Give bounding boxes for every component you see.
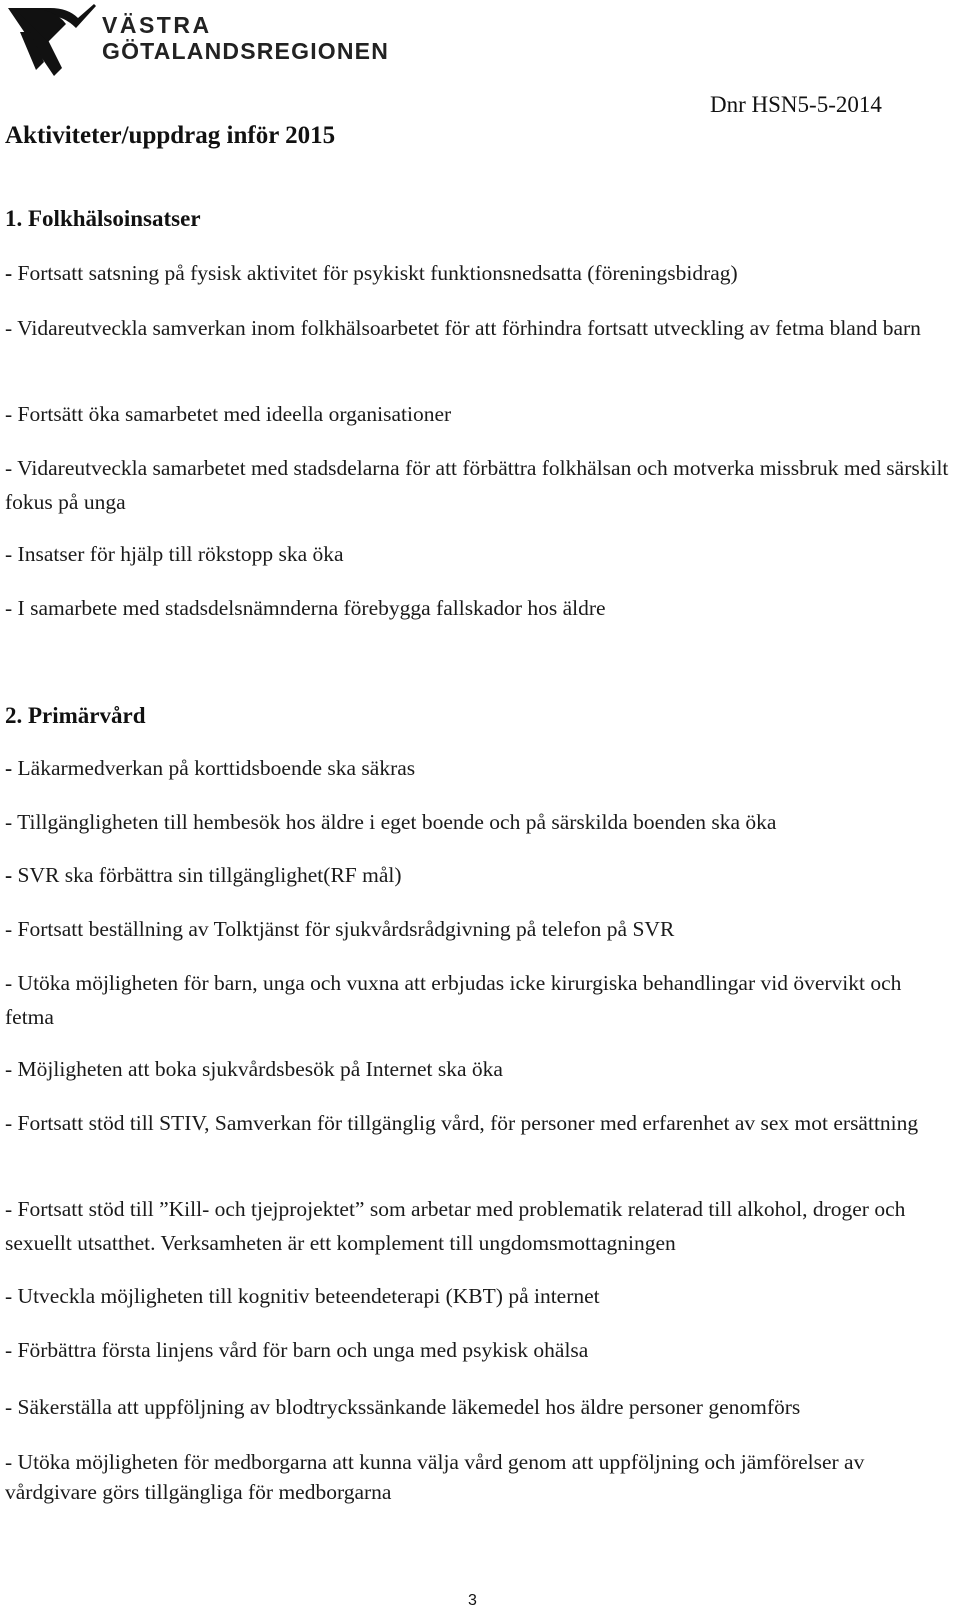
list-item [5,912,955,946]
item-dash: - [5,1395,18,1419]
organization-logo [6,2,390,78]
item-dash: - [5,316,18,340]
item-dash: - [5,1111,18,1135]
list-item [5,858,955,892]
item-dash: - [5,402,18,426]
item-dash: - [5,1057,18,1081]
logo-text-line1: VÄSTRA [102,12,212,38]
list-item [5,591,955,625]
item-dash: - [5,1450,18,1474]
item-dash: - [5,542,18,566]
item-text: Fortsatt stöd till ”Kill- och tjejprojektet” som arbetar med problematik relaterad till alkohol, droger och sexuellt utsatthet. Verksamheten är ett komplement till ungdomsmottagningen [5,1197,906,1255]
item-text: Säkerställa att uppföljning av blodtryckssänkande läkemedel hos äldre personer genomförs [17,1395,801,1419]
item-text: Fortsatt satsning på fysisk aktivitet för psykiskt funktionsnedsatta (föreningsbidrag) [17,261,738,285]
document-reference-number: Dnr HSN5-5-2014 [710,92,882,117]
item-dash: - [5,1284,18,1308]
item-text: Utveckla möjligheten till kognitiv beteendeterapi (KBT) på internet [17,1284,600,1308]
list-item [5,1106,955,1140]
item-text: Fortsatt beställning av Tolktjänst för sjukvårdsrådgivning på telefon på SVR [17,917,675,941]
item-text: Förbättra första linjens vård för barn och unga med psykisk ohälsa [17,1338,589,1362]
section-heading-primarvard: 2. Primärvård [5,703,146,728]
logo-text-line2: GÖTALANDSREGIONEN [102,38,390,64]
list-item [5,537,955,571]
list-item [5,1333,955,1367]
list-item [5,256,955,290]
list-item [5,1052,955,1086]
item-dash: - [5,971,18,995]
list-item [5,1390,955,1424]
list-item [5,1447,955,1507]
list-item [5,397,955,431]
item-dash: - [5,810,18,834]
item-dash: - [5,456,18,480]
item-text: Läkarmedverkan på korttidsboende ska säkras [17,756,416,780]
item-text: SVR ska förbättra sin tillgänglighet(RF mål) [17,863,402,887]
list-item [5,451,955,519]
page-number: 3 [468,1592,477,1609]
list-item [5,311,955,345]
item-text: Vidareutveckla samarbetet med stadsdelarna för att förbättra folkhälsan och motverka missbruk med särskilt fokus på unga [5,456,949,514]
item-dash: - [5,596,18,620]
list-item [5,966,955,1034]
item-dash: - [5,756,18,780]
item-text: Utöka möjligheten för barn, unga och vuxna att erbjudas icke kirurgiska behandlingar vid övervikt och fetma [5,971,902,1029]
list-item [5,751,955,785]
list-item [5,1192,955,1260]
item-text: Utöka möjligheten för medborgarna att kunna välja vård genom att uppföljning och jämförelser av vårdgivare görs tillgängliga för medborgarna [5,1450,865,1504]
item-text: I samarbete med stadsdelsnämnderna förebygga fallskador hos äldre [17,596,606,620]
logo-emblem-icon [6,2,98,78]
item-text: Insatser för hjälp till rökstopp ska öka [17,542,344,566]
item-text: Möjligheten att boka sjukvårdsbesök på Internet ska öka [17,1057,503,1081]
list-item [5,1279,955,1313]
item-text: Vidareutveckla samverkan inom folkhälsoarbetet för att förhindra fortsatt utveckling av fetma bland barn [17,316,921,340]
item-dash: - [5,1197,18,1221]
list-item [5,805,955,839]
section-heading-folkhalsoinsatser: 1. Folkhälsoinsatser [5,206,201,231]
item-dash: - [5,1338,18,1362]
item-dash: - [5,261,18,285]
item-text: Tillgängligheten till hembesök hos äldre i eget boende och på särskilda boenden ska öka [17,810,777,834]
item-text: Fortsätt öka samarbetet med ideella organisationer [17,402,452,426]
item-text: Fortsatt stöd till STIV, Samverkan för tillgänglig vård, för personer med erfarenhet av sex mot ersättning [17,1111,919,1135]
page-title: Aktiviteter/uppdrag inför 2015 [5,122,336,149]
item-dash: - [5,863,18,887]
item-dash: - [5,917,18,941]
